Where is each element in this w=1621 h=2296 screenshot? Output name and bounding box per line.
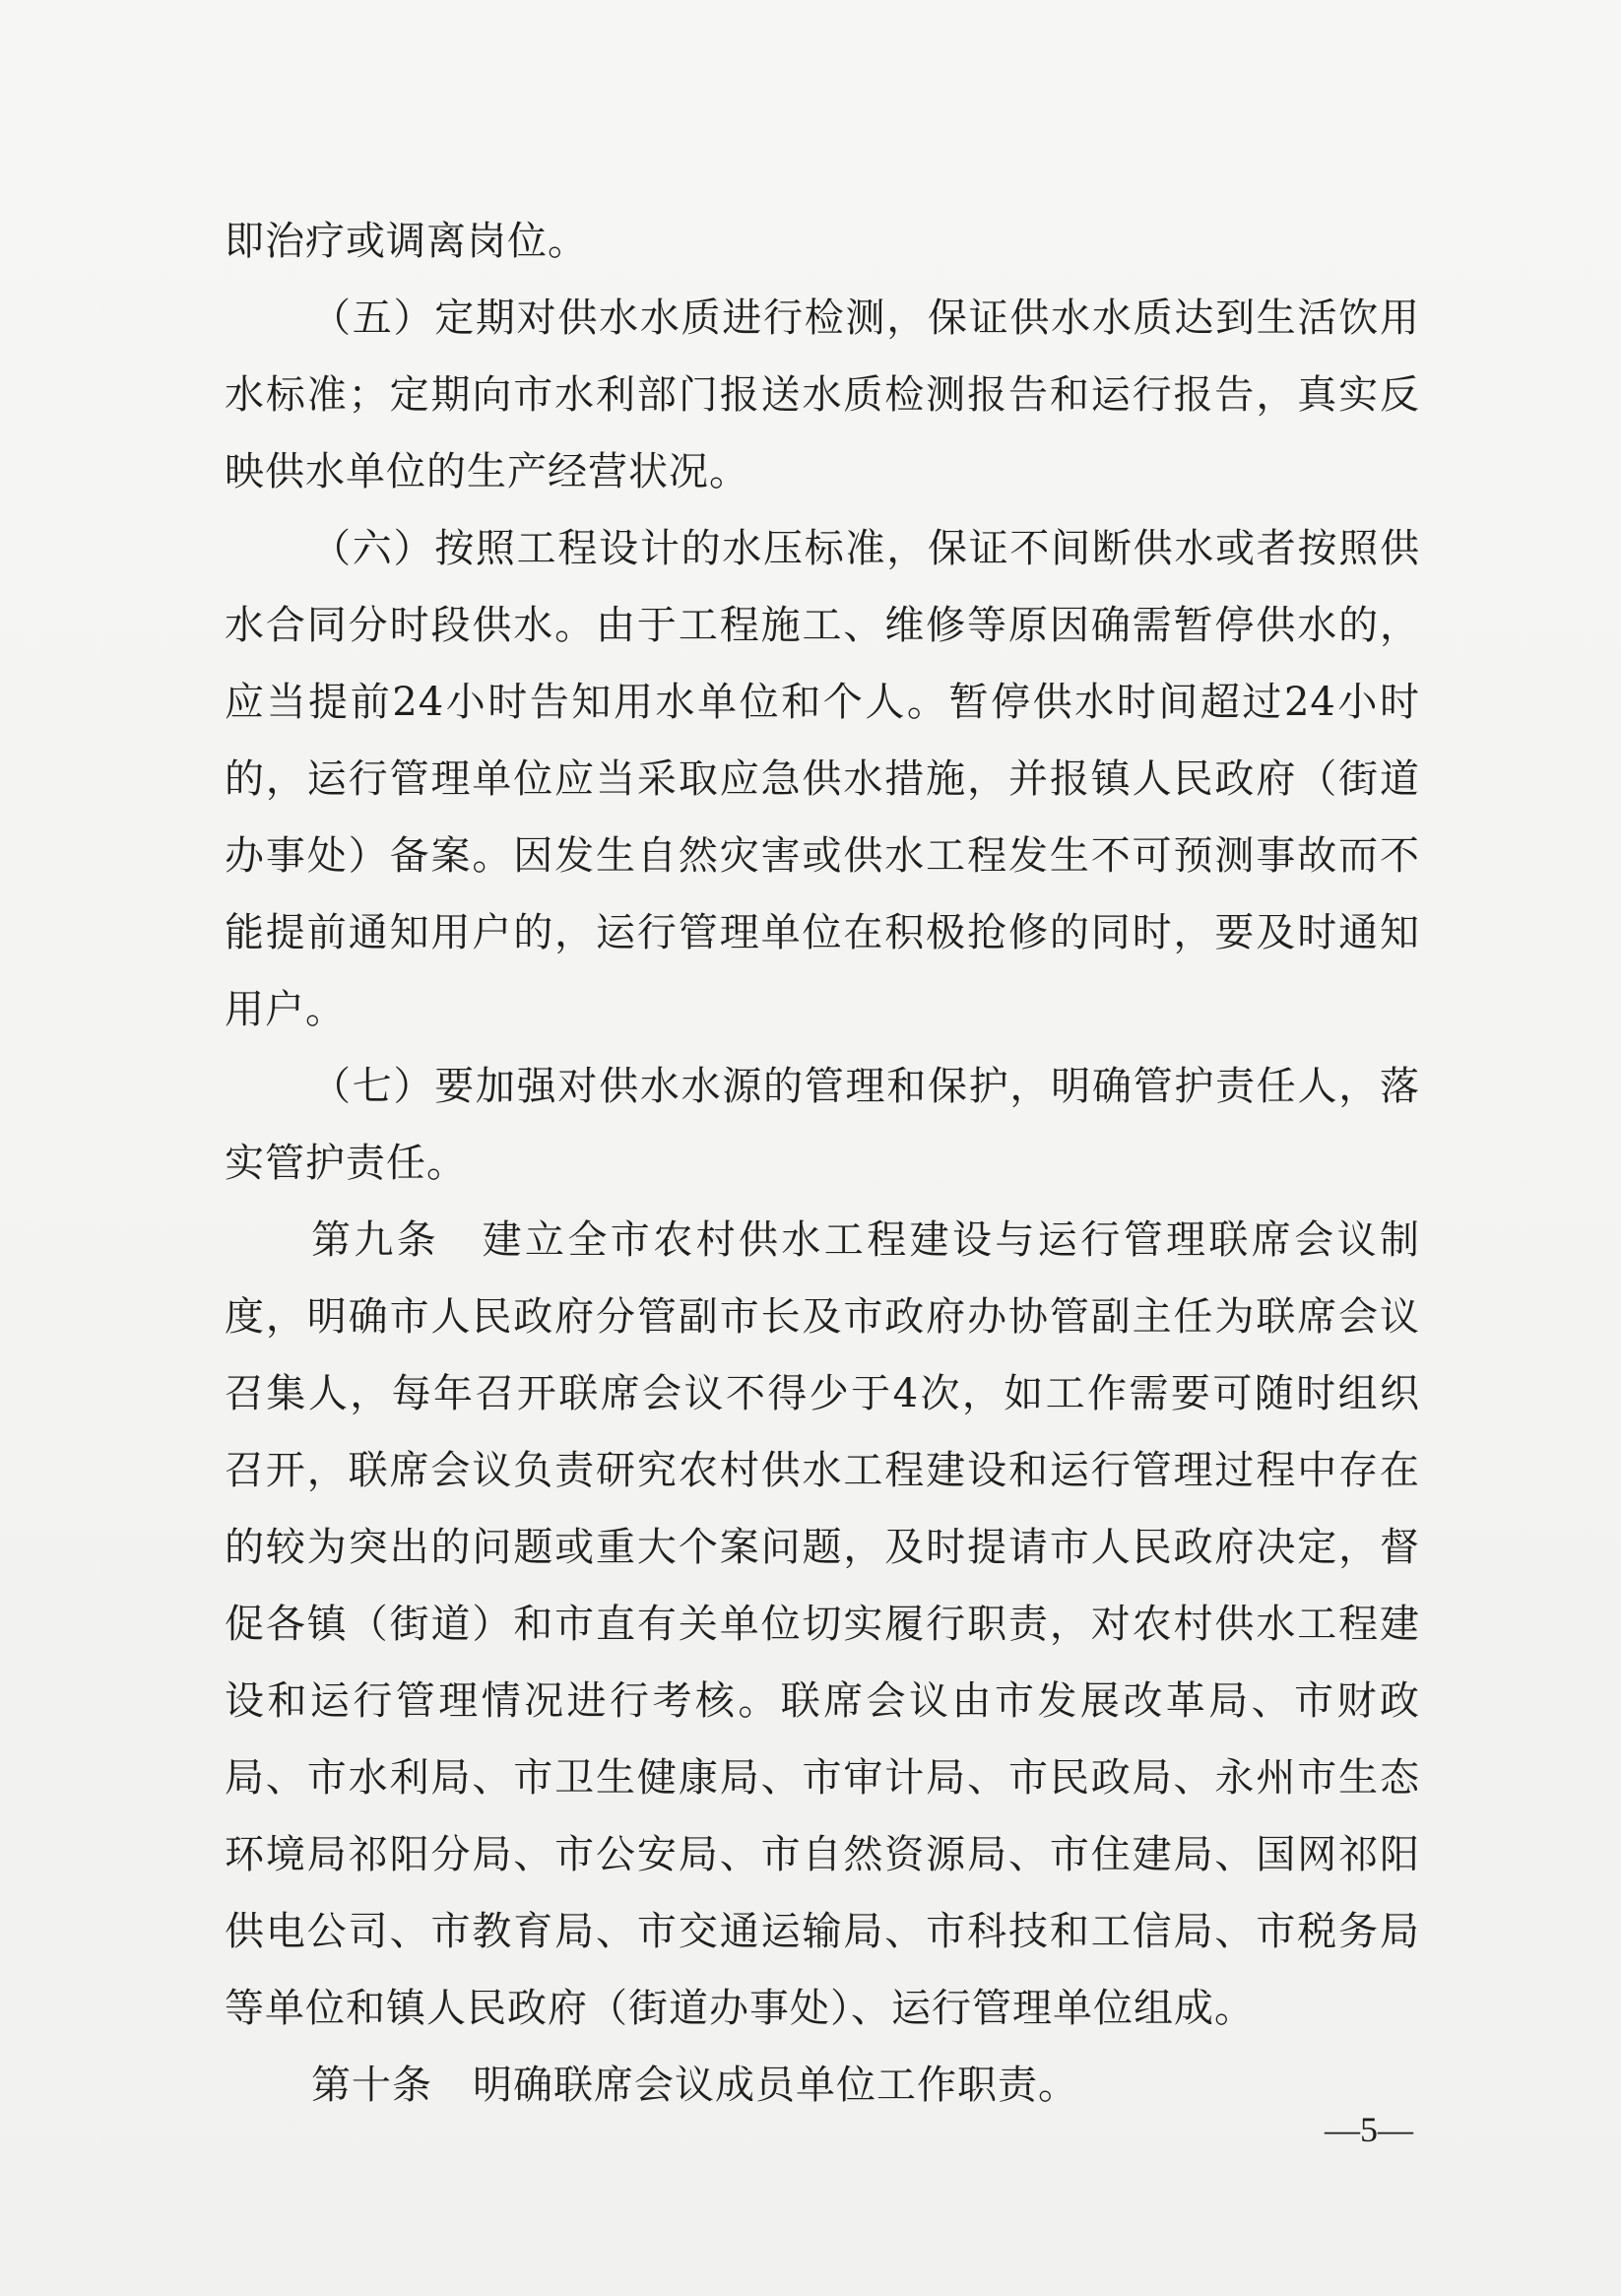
paragraph-item-7: （七）要加强对供水水源的管理和保护，明确管护责任人，落实管护责任。 [225,1064,1420,1186]
page-number: —5— [1325,2110,1413,2149]
paragraph-article-9: 第九条 建立全市农村供水工程建设与运行管理联席会议制度，明确市人民政府分管副市长及市政府办协管副主任为联席会议召集人，每年召开联席会议不得少于4次，如工作需要可随时组织召开，联席会议负责研究农村供水工程建设和运行管理过程中存在的较为突出的问题或重大个案问题，及时提请市人民政府决定，督促各镇（街道）和市直有关单位切实履行职责，对农村供水工程建设和运行管理情况进行考核。联席会议由市发展改革局、市财政局、市水利局、市卫生健康局、市审计局、市民政局、永州市生态环境局祁阳分局、市公安局、市自然资源局、市住建局、国网祁阳供电公司、市教育局、市交通运输局、市科技和工信局、市税务局等单位和镇人民政府（街道办事处）、运行管理单位组成。 [225,1217,1420,2031]
paragraph-item-5: （五）定期对供水水质进行检测，保证供水水质达到生活饮用水标准；定期向市水利部门报送水质检测报告和运行报告，真实反映供水单位的生产经营状况。 [225,295,1420,494]
document-body [225,203,1420,2124]
paragraph-item-6: （六）按照工程设计的水压标准，保证不间断供水或者按照供水合同分时段供水。由于工程施工、维修等原因确需暂停供水的，应当提前24小时告知用水单位和个人。暂停供水时间超过24小时的，运行管理单位应当采取应急供水措施，并报镇人民政府（街道办事处）备案。因发生自然灾害或供水工程发生不可预测事故而不能提前通知用户的，运行管理单位在积极抢修的同时，要及时通知用户。 [225,526,1420,1032]
paragraph-continuation: 即治疗或调离岗位。 [225,219,588,264]
paragraph-article-10: 第十条 明确联席会议成员单位工作职责。 [311,2063,1078,2108]
